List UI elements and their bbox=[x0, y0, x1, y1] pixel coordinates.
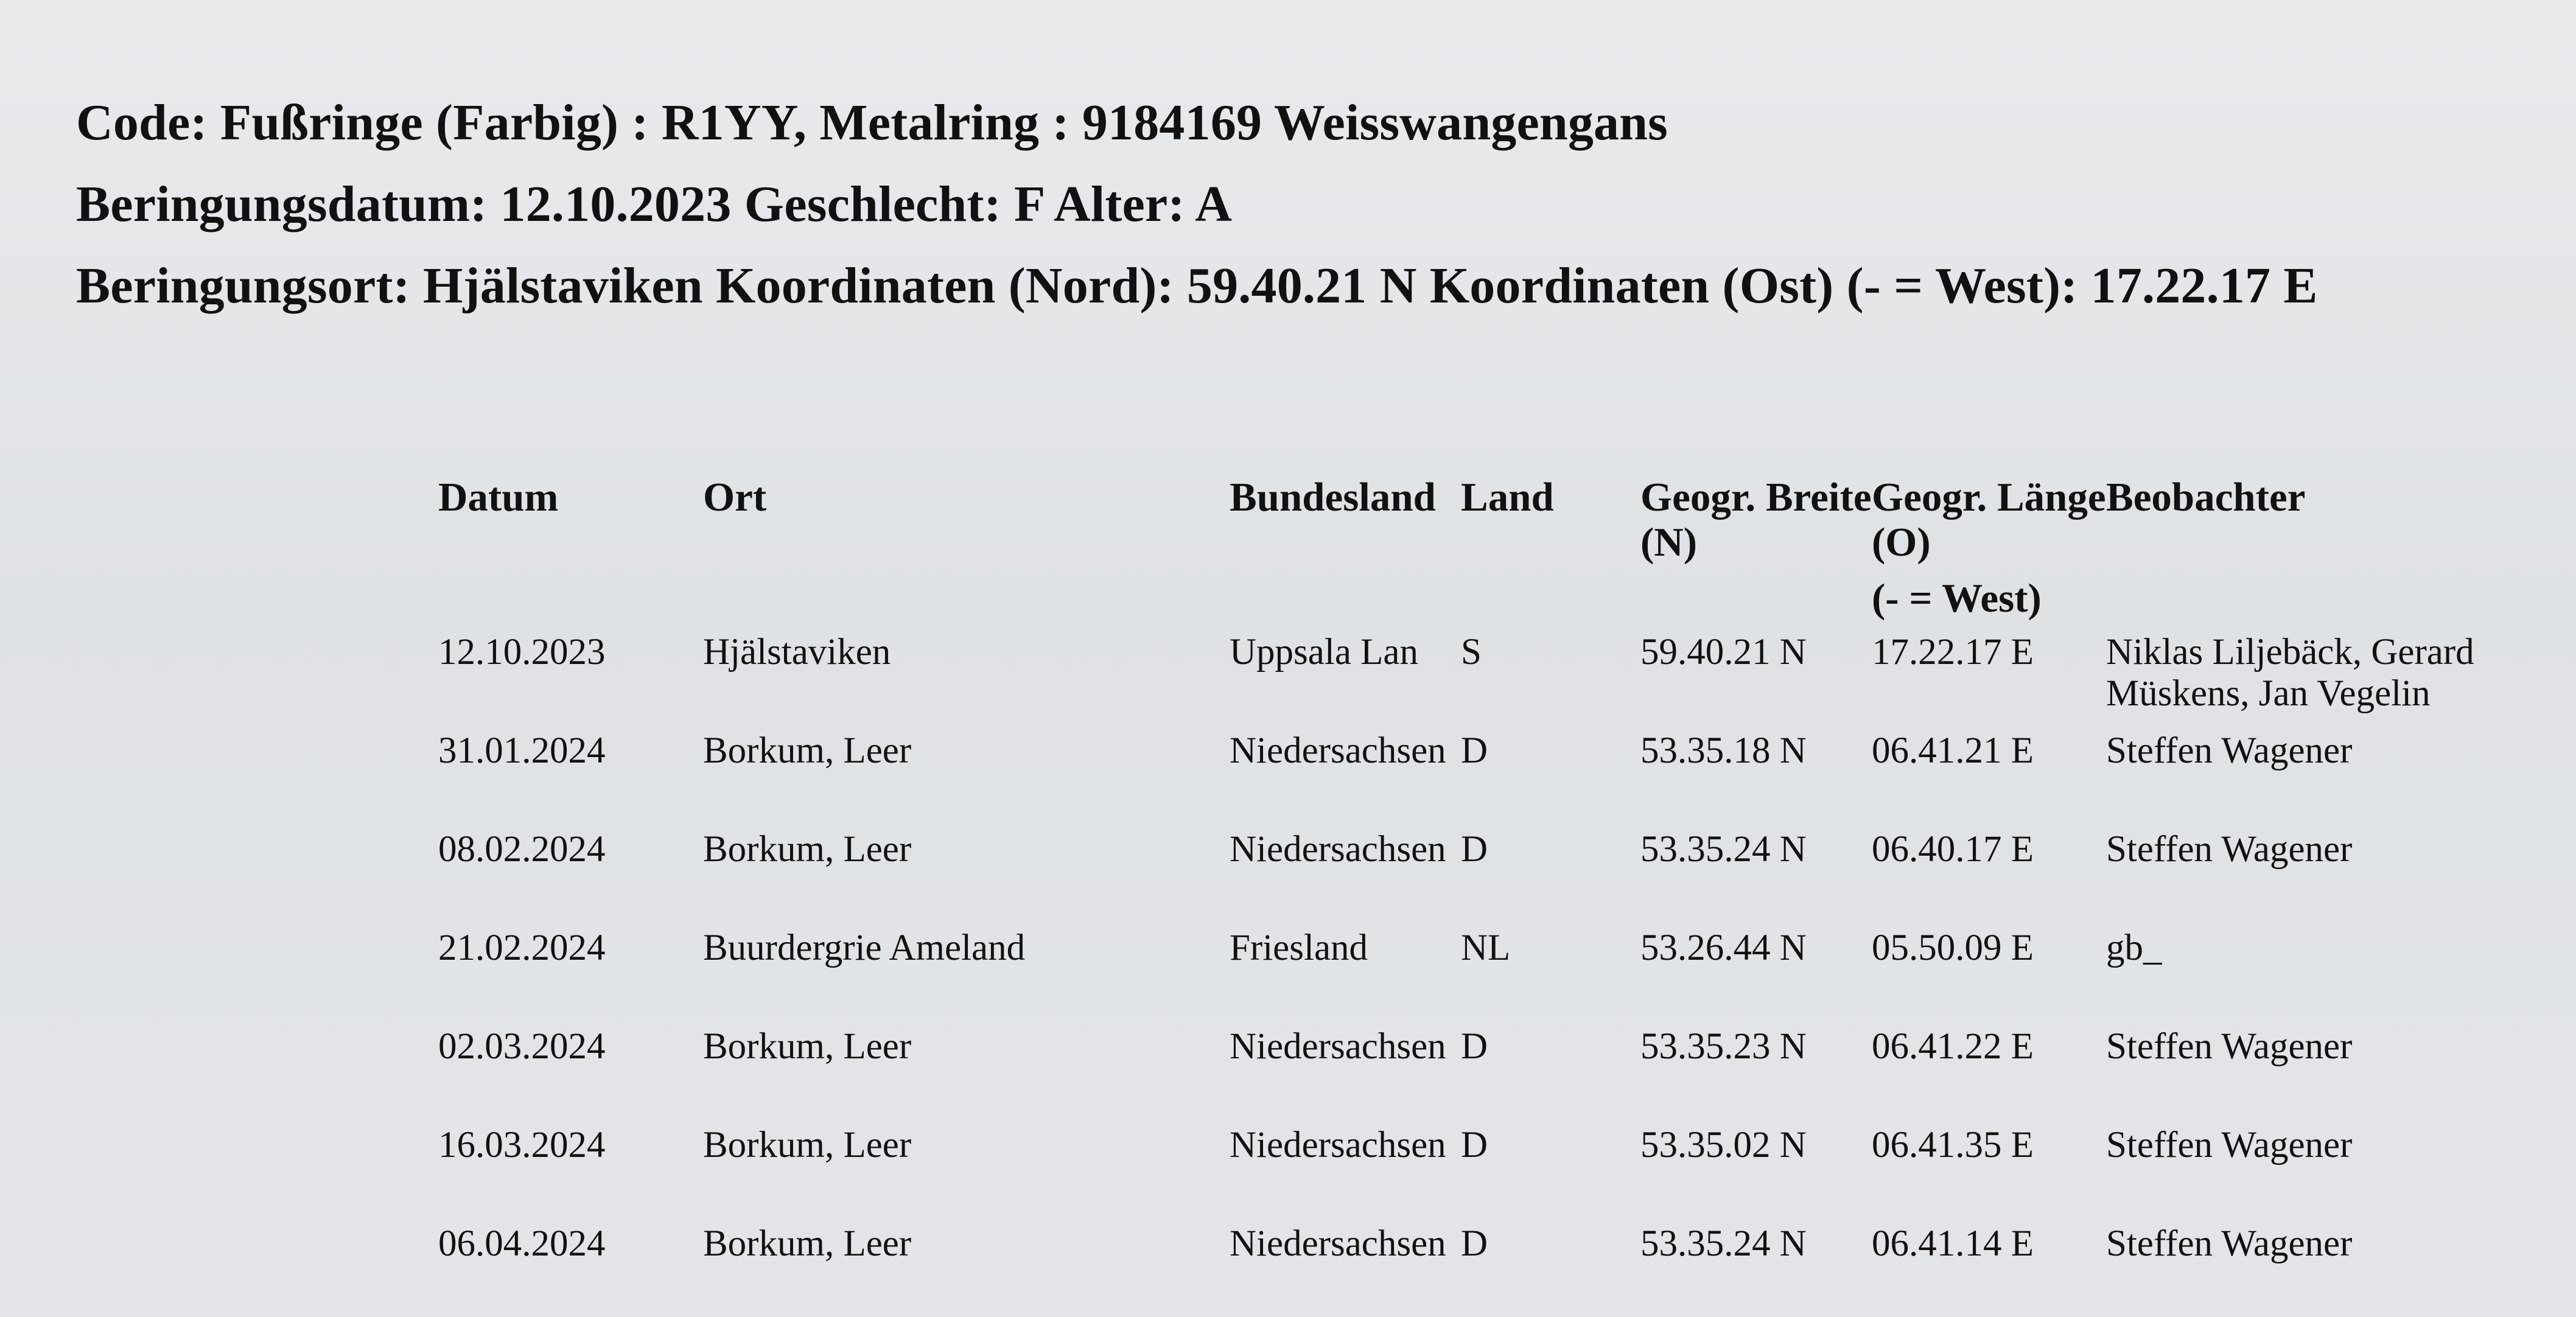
cell-beobachter: Steffen Wagener bbox=[2106, 1026, 2353, 1067]
cell-bundesland: Friesland bbox=[1230, 927, 1368, 968]
cell-laenge: 05.50.09 E bbox=[1872, 927, 2034, 968]
cell-land: S bbox=[1461, 632, 1482, 672]
cell-ort: Borkum, Leer bbox=[703, 1223, 912, 1264]
cell-breite: 59.40.21 N bbox=[1640, 632, 1807, 672]
cell-datum: 21.02.2024 bbox=[438, 927, 606, 968]
cell-laenge: 06.41.35 E bbox=[1872, 1125, 2034, 1165]
cell-breite: 53.35.18 N bbox=[1640, 730, 1807, 771]
cell-laenge: 06.41.22 E bbox=[1872, 1026, 2034, 1067]
cell-beobachter: Niklas Liljebäck, Gerard Müskens, Jan Vegelin bbox=[2106, 632, 2474, 714]
cell-bundesland: Uppsala Lan bbox=[1230, 632, 1418, 672]
cell-ort: Borkum, Leer bbox=[703, 730, 912, 771]
ring-code-line: Code: Fußringe (Farbig) : R1YY, Metalring : 9184169 Weisswangengans bbox=[76, 94, 1668, 151]
cell-land: NL bbox=[1461, 927, 1511, 968]
cell-laenge: 06.40.17 E bbox=[1872, 829, 2034, 870]
cell-breite: 53.26.44 N bbox=[1640, 927, 1807, 968]
cell-ort: Borkum, Leer bbox=[703, 1026, 912, 1067]
cell-bundesland: Niedersachsen bbox=[1230, 730, 1446, 771]
cell-datum: 16.03.2024 bbox=[438, 1125, 606, 1165]
cell-breite: 53.35.23 N bbox=[1640, 1026, 1807, 1067]
table-row bbox=[438, 1114, 2520, 1212]
column-header-land: Land bbox=[1461, 475, 1554, 520]
column-header-laenge: Geogr. Länge (O) (- = West) bbox=[1872, 475, 2106, 621]
cell-bundesland: Niedersachsen bbox=[1230, 829, 1446, 870]
cell-laenge: 17.22.17 E bbox=[1872, 632, 2034, 672]
table-row bbox=[438, 1212, 2520, 1311]
cell-land: D bbox=[1461, 1026, 1488, 1067]
cell-datum: 12.10.2023 bbox=[438, 632, 606, 672]
cell-breite: 53.35.24 N bbox=[1640, 829, 1807, 870]
cell-land: D bbox=[1461, 829, 1488, 870]
observations-table-wrap bbox=[438, 463, 2520, 1311]
cell-beobachter: Steffen Wagener bbox=[2106, 829, 2353, 870]
cell-bundesland: Niedersachsen bbox=[1230, 1223, 1446, 1264]
cell-land: D bbox=[1461, 1125, 1488, 1165]
cell-beobachter: Steffen Wagener bbox=[2106, 1223, 2353, 1264]
column-header-ort: Ort bbox=[703, 475, 767, 520]
cell-ort: Borkum, Leer bbox=[703, 1125, 912, 1165]
cell-ort: Buurdergrie Ameland bbox=[703, 927, 1026, 968]
cell-land: D bbox=[1461, 1223, 1488, 1264]
column-header-datum: Datum bbox=[438, 475, 559, 520]
cell-laenge: 06.41.14 E bbox=[1872, 1223, 2034, 1264]
cell-beobachter: Steffen Wagener bbox=[2106, 730, 2353, 771]
cell-breite: 53.35.02 N bbox=[1640, 1125, 1807, 1165]
ringing-date-line: Beringungsdatum: 12.10.2023 Geschlecht: F Alter: A bbox=[76, 176, 1233, 232]
cell-datum: 02.03.2024 bbox=[438, 1026, 606, 1067]
cell-beobachter: Steffen Wagener bbox=[2106, 1125, 2353, 1165]
column-header-breite: Geogr. Breite (N) bbox=[1640, 475, 1872, 565]
record-header bbox=[76, 82, 2450, 327]
column-header-bundesland: Bundesland bbox=[1230, 475, 1436, 520]
observations-table bbox=[438, 463, 2520, 1311]
cell-land: D bbox=[1461, 730, 1488, 771]
column-header-beobachter: Beobachter bbox=[2106, 475, 2306, 520]
ringing-location-line: Beringungsort: Hjälstaviken Koordinaten (Nord): 59.40.21 N Koordinaten (Ost) (- = West): 17.22.17 E bbox=[76, 257, 2318, 314]
cell-datum: 08.02.2024 bbox=[438, 829, 606, 870]
cell-bundesland: Niedersachsen bbox=[1230, 1125, 1446, 1165]
cell-ort: Hjälstaviken bbox=[703, 632, 891, 672]
cell-breite: 53.35.24 N bbox=[1640, 1223, 1807, 1264]
cell-laenge: 06.41.21 E bbox=[1872, 730, 2034, 771]
table-row bbox=[438, 621, 2520, 719]
laenge-west-note: (- = West) bbox=[1872, 576, 2042, 621]
table-header-row bbox=[438, 463, 2520, 621]
cell-datum: 31.01.2024 bbox=[438, 730, 606, 771]
cell-datum: 06.04.2024 bbox=[438, 1223, 606, 1264]
cell-bundesland: Niedersachsen bbox=[1230, 1026, 1446, 1067]
table-row bbox=[438, 1015, 2520, 1114]
cell-beobachter: gb_ bbox=[2106, 927, 2162, 968]
table-row bbox=[438, 719, 2520, 818]
table-row bbox=[438, 917, 2520, 1015]
cell-ort: Borkum, Leer bbox=[703, 829, 912, 870]
table-row bbox=[438, 818, 2520, 917]
